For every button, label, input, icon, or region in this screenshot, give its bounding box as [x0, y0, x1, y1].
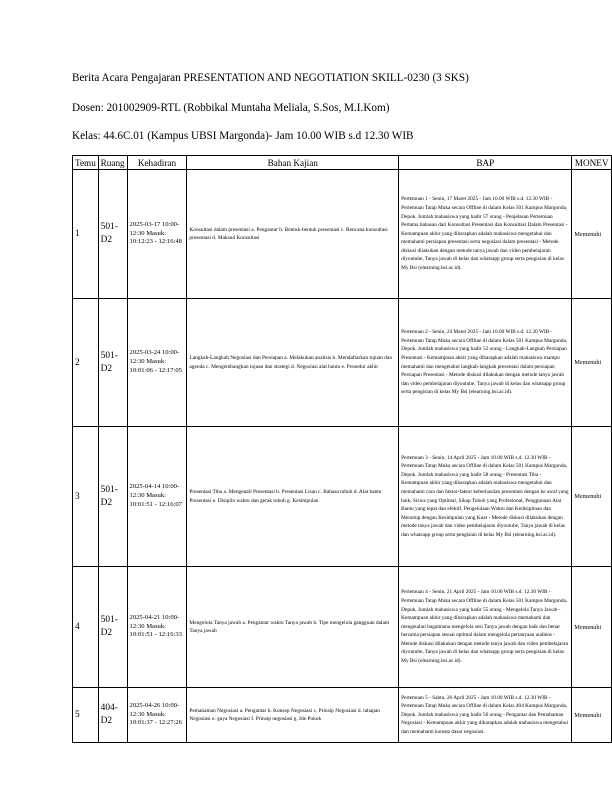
header-monev: MONEV: [572, 156, 612, 170]
cell-bahan-kajian: Konsultasi dalam presentasi a. Pengantar b. Bentuk-bentuk presentasi c. Rencana konsultasi presentasi d. Maksud Konsultasi: [187, 170, 399, 299]
cell-temu: 3: [73, 427, 99, 567]
cell-ruang: 404-D2: [98, 688, 127, 743]
cell-monev: Memenuhi: [572, 688, 612, 743]
cell-bahan-kajian: Langkah-Langkah Negosiasi dan Persiapan a. Melakukan analisis b. Mendaftarkan tujuan dan agenda c. Mengembangkan tujuan dan strategi d. Negosiasi alat bantu e. Prosedur akhir: [187, 299, 399, 427]
lecturer-line: Dosen: 201002909-RTL (Robbikal Muntaha Meliala, S.Sos, M.I.Kom): [72, 102, 390, 114]
header-ruang: Ruang: [98, 156, 127, 170]
cell-bahan-kajian: Presentasi Tiba a. Mengenali Presentasi b. Presentasi Lisan c. Bahasa tubuh d. Alat bantu Presentasi e. Disiplin waktu dan gerak tubuh g. Kesimpulan: [187, 427, 399, 567]
cell-kehadiran: 2025-04-21 10:00-12:30 Masuk: 10:01:51 - 12:16:33: [127, 567, 187, 688]
cell-ruang: 501-D2: [98, 567, 127, 688]
cell-monev: Memenuhi: [572, 299, 612, 427]
table-row: [73, 299, 612, 427]
cell-bahan-kajian: Mengelola Tanya jawab a. Pengantar waktu Tanya jawab b. Tipe mengelola gangguan dalam Tanya jawab: [187, 567, 399, 688]
cell-temu: 2: [73, 299, 99, 427]
cell-monev: Memenuhi: [572, 567, 612, 688]
cell-kehadiran: 2025-03-24 10:00-12:30 Masuk: 10:01:06 - 12:17:05: [127, 299, 187, 427]
cell-ruang: 501-D2: [98, 427, 127, 567]
cell-bap: Pertemuan 1 - Senin, 17 Maret 2025 - Jam 10.00 WIB s.d. 12.30 WIB - Pertemuan Tatap Muka secara Offline di dalam Kelas 501 Kampus Margonda, Depok. Jumlah mahasiswa yang hadir 57 orang - Penjelasan Pertemuan Pertama bahasan dari Konsultasi Presentasi dan Konsultasi Dalam Presentasi - Kemampuan akhir yang diharapkan adalah mahasiswa mengetahui dan memahami persiapan presentasi serta negosiasi dalam presentasi - Metode diskusi dilakukan dengan metode tanya jawab dan video pembelajaran diyoutube, Tanya jawab di kelas dan whatsapp group serta pengisian di kelas My Bsi (elearning.bsi.ac.id).: [399, 170, 572, 299]
cell-temu: 5: [73, 688, 99, 743]
cell-monev: Memenuhi: [572, 170, 612, 299]
table-row: [73, 688, 612, 743]
cell-bap: Pertemuan 3 - Senin, 14 April 2025 - Jam 10.00 WIB s.d. 12.30 WIB - Pertemuan Tatap Muka secara Offline di dalam Kelas 501 Kampus Margonda, Depok. Jumlah mahasiswa yang hadir 58 orang - Presentasi Tiba - Kemampuan akhir yang diharapkan adalah mahasiswa mengetahui dan memahami cara dan faktor-faktor keberhasilan presentasi dengan ke awal yang baik, Siswa yang Optimal, Sikap Tubuh yang Profesional, Penggunaan Alat Bantu yang tepat dan efektif, Pengelolaan Waktu dan Kedisiplinan dan Menutup dengan Kesimpulan yang Kuat - Metode diskusi dilakukan dengan metode tanya jawab dan video pembelajaran diyoutube, Tanya jawab di kelas dan whatsapp group serta pengisian di kelas My Bsi (elearning.bsi.ac.id).: [399, 427, 572, 567]
cell-bap: Pertemuan 2 - Senin, 24 Maret 2025 - Jam 10.00 WIB s.d. 12.30 WIB - Pertemuan Tatap Muka secara Offline di dalam Kelas 501 Kampus Margonda, Depok. Jumlah mahasiswa yang hadir 52 orang - Langkah-Langkah Persiapan Presentasi - Kemampuan akhir yang diharapkan adalah mahasiswa mampu memahami dan mengetahui langkah-langkah presentasi dalam persiapan Persiapan Presentasi - Metode diskusi dilakukan dengan metode tanya jawab dan video pembelajaran diyoutube, Tanya jawab di kelas dan whatsapp group serta pengisian di kelas My Bsi (elearning.bsi.ac.id).: [399, 299, 572, 427]
cell-kehadiran: 2025-04-14 10:00-12:30 Masuk: 10:01:51 - 12:16:07: [127, 427, 187, 567]
cell-bahan-kajian: Pemahaman Negosiasi a. Pengantar b. Konsep Negosiasi c. Prinsip Negosiasi d. tahapan Negosiasi e. gaya Negosiasi f. Prinsip negosiasi g. Ide Pokok: [187, 688, 399, 743]
cell-bap: Pertemuan 5 - Sabtu, 26 April 2025 - Jam 10.00 WIB s.d. 12.30 WIB - Pertemuan Tatap Muka secara Offline di dalam Kelas 404 Kampus Margonda, Depok. Jumlah mahasiswa yang hadir 56 orang - Pengantar dan Pemahaman Negosiasi - Kemampuan akhir yang diharapkan adalah mahasiswa mengetahui dan memahami konsep dasar negosiasi.: [399, 688, 572, 743]
header-bahan-kajian: Bahan Kajian: [187, 156, 399, 170]
table-row: [73, 427, 612, 567]
table-row: [73, 567, 612, 688]
cell-monev: Memenuhi: [572, 427, 612, 567]
cell-bap: Pertemuan 4 - Senin, 21 April 2025 - Jam 10.00 WIB s.d. 12.30 WIB - Pertemuan Tatap Muka secara Offline di dalam Kelas 501 Kampus Margonda, Depok. Jumlah mahasiswa yang hadir 55 orang - Mengelola Tanya Jawab - Kemampuan akhir yang diharapkan adalah mahasiswa memahami dan mengetahui bagaimana mengelola sesi Tanya jawab dengan baik dan benar bersama persiapan sesuai optimal dalam mengelola pertanyaan audiens - Metode diskusi dilakukan dengan metode tanya jawab dan video pembelajaran diyoutube, Tanya jawab di kelas dan whatsapp group serta pengisian di kelas My Bsi (elearning.bsi.ac.id).: [399, 567, 572, 688]
cell-temu: 1: [73, 170, 99, 299]
header-bap: BAP: [399, 156, 572, 170]
course-title: Berita Acara Pengajaran PRESENTATION AND NEGOTIATION SKILL-0230 (3 SKS): [72, 72, 469, 84]
cell-ruang: 501-D2: [98, 170, 127, 299]
table-header-row: [73, 156, 612, 170]
cell-kehadiran: 2025-04-26 10:00-12:30 Masuk: 10:01:37 - 12:27:26: [127, 688, 187, 743]
table-row: [73, 170, 612, 299]
cell-kehadiran: 2025-03-17 10:00-12:30 Masuk: 10:12:23 - 12:16:48: [127, 170, 187, 299]
cell-temu: 4: [73, 567, 99, 688]
cell-ruang: 501-D2: [98, 299, 127, 427]
class-line: Kelas: 44.6C.01 (Kampus UBSI Margonda)- Jam 10.00 WIB s.d 12.30 WIB: [72, 130, 414, 142]
teaching-record-table: [72, 155, 612, 743]
header-kehadiran: Kehadiran: [127, 156, 187, 170]
header-temu: Temu: [73, 156, 99, 170]
